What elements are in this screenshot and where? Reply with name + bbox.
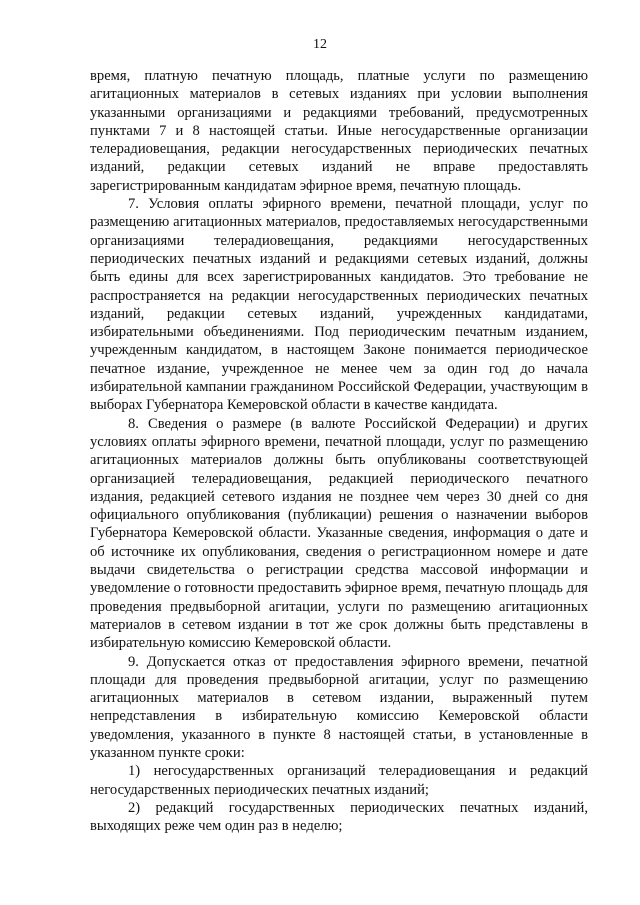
list-item-2: 2) редакций государственных периодических печатных изданий, выходящих реже чем один раз в неделю; — [90, 799, 588, 835]
paragraph-item-9: 9. Допускается отказ от предоставления эфирного времени, печатной площади для проведения предвыборной агитации, услуг по размещению агитационных материалов в сетевом издании, выраженный путем непредставления в избирательную комиссию Кемеровской области уведомления, указанного в пункте 8 настоящей статьи, в установленные в указанном пункте сроки: — [90, 653, 588, 761]
paragraph-item-7: 7. Условия оплаты эфирного времени, печатной площади, услуг по размещению агитационных материалов, предоставляемых негосударственными организациями телерадиовещания, редакциями негосударственных периодических печатных изданий и редакциями сетевых изданий, должны быть едины для всех зарегистрированных кандидатов. Это требование не распространяется на редакции негосударственных периодических печатных изданий, редакции сетевых изданий, учрежденных кандидатами, избирательными объединениями. Под периодическим печатным изданием, учрежденным кандидатом, в настоящем Законе понимается периодическое печатное издание, учрежденное не менее чем за один год до начала избирательной кампании гражданином Российской Федерации, участвующим в выборах Губернатора Кемеровской области в качестве кандидата. — [90, 196, 588, 414]
paragraph-continuation: время, платную печатную площадь, платные услуги по размещению агитационных материалов в сетевых изданиях при условии выполнения указанными организациями и редакциями требований, предусмотренных пунктами 7 и 8 настоящей статьи. Иные негосударственные организации телерадиовещания, редакции негосударственных периодических печатных изданий, редакции сетевых изданий не вправе предоставлять зарегистрированным кандидатам эфирное время, печатную площадь. — [90, 68, 588, 194]
document-body — [90, 67, 588, 835]
list-item-1: 1) негосударственных организаций телерадиовещания и редакций негосударственных периодических печатных изданий; — [90, 763, 588, 798]
paragraph-item-8: 8. Сведения о размере (в валюте Российской Федерации) и других условиях оплаты эфирного времени, печатной площади, услуг по размещению агитационных материалов должны быть опубликованы соответствующей организацией телерадиовещания, редакцией периодического печатного издания, редакцией сетевого издания не позднее чем через 30 дней со дня официального опубликования (публикации) решения о назначении выборов Губернатора Кемеровской области. Указанные сведения, информация о дате и об источнике их опубликования, сведения о регистрационном номере и дате выдачи свидетельства о регистрации средства массовой информации и уведомление о готовности предоставить эфирное время, печатную площадь для проведения предвыборной агитации, услуги по размещению агитационных материалов в сетевом издании в тот же срок должны быть представлены в избирательную комиссию Кемеровской области. — [90, 415, 588, 652]
page-number: 12 — [313, 37, 327, 52]
